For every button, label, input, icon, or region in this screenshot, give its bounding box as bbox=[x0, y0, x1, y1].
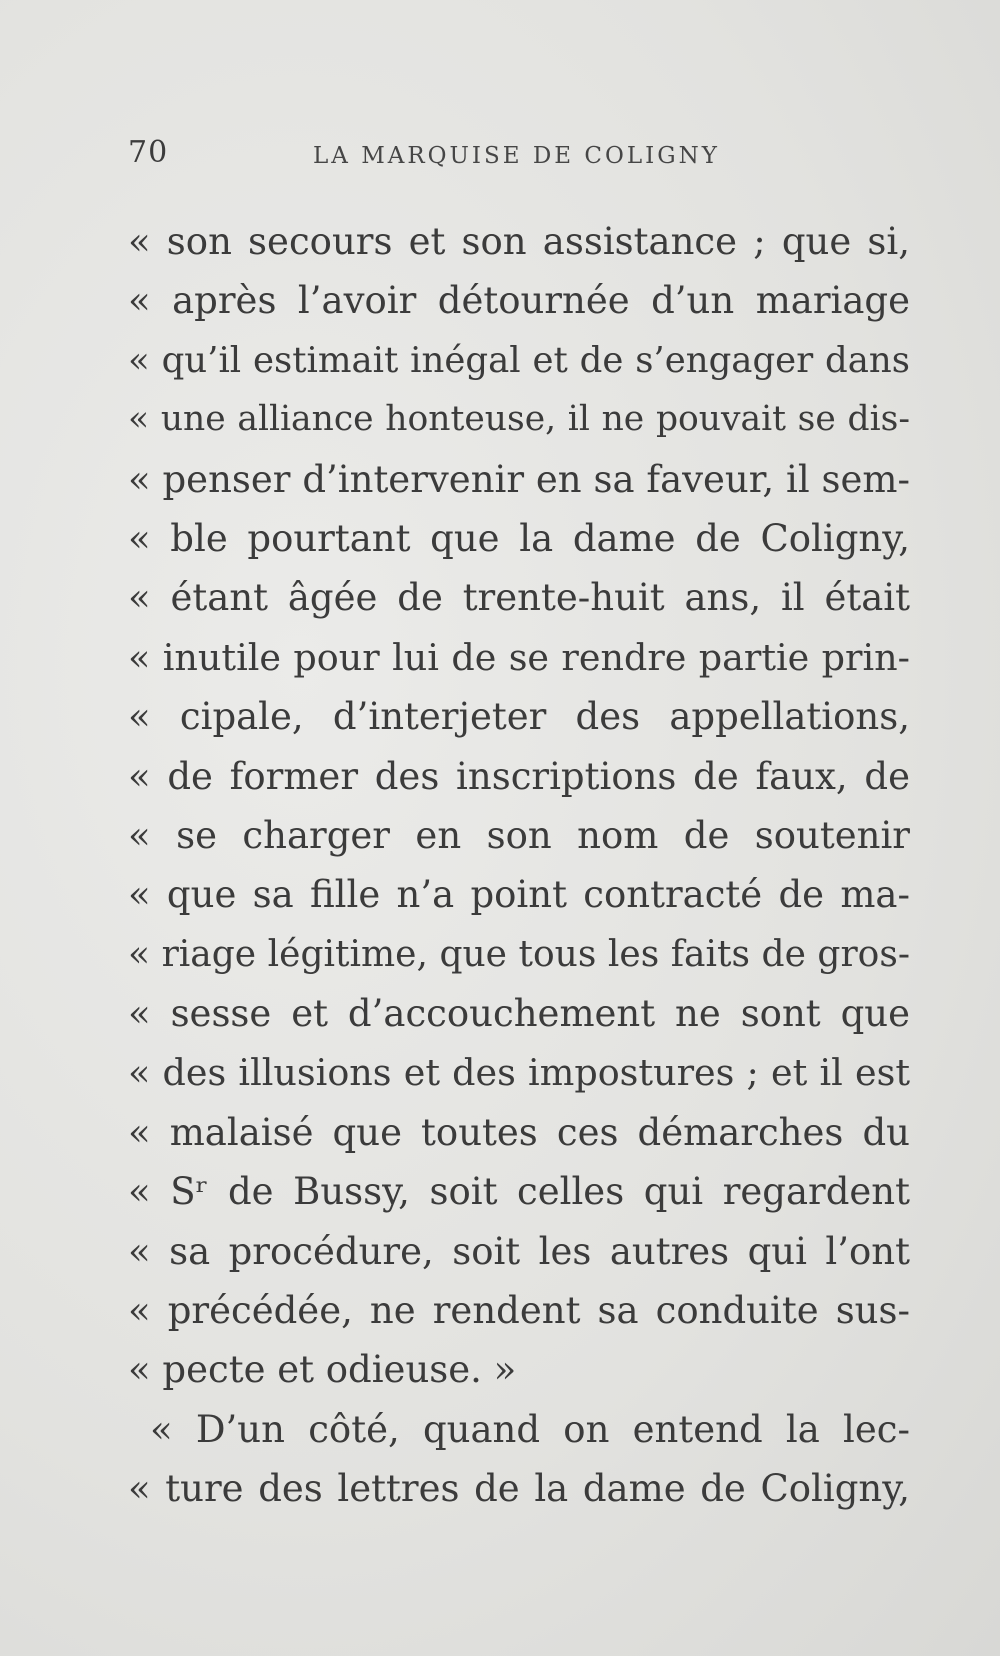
text-line: « de former des inscriptions de faux, de bbox=[128, 754, 910, 798]
text-line: « Sʳ de Bussy, soit celles qui regardent bbox=[128, 1170, 910, 1214]
paragraph-start-line: « D’un côté, quand on entend la lec- bbox=[150, 1407, 910, 1451]
body-text bbox=[128, 212, 910, 1519]
running-title: LA MARQUISE DE COLIGNY bbox=[313, 143, 720, 169]
text-line: « précédée, ne rendent sa conduite sus- bbox=[128, 1289, 910, 1333]
text-line: « une alliance honteuse, il ne pouvait se dis- bbox=[128, 399, 910, 440]
text-line: « sesse et d’accouchement ne sont que bbox=[128, 992, 910, 1036]
text-line: « des illusions et des impostures ; et il est bbox=[128, 1051, 910, 1095]
text-line: « inutile pour lui de se rendre partie prin- bbox=[128, 635, 910, 679]
text-line: « ture des lettres de la dame de Coligny, bbox=[128, 1467, 910, 1511]
text-line: « après l’avoir détournée d’un mariage bbox=[128, 279, 910, 323]
text-line: « cipale, d’interjeter des appellations, bbox=[128, 695, 910, 739]
text-line: « se charger en son nom de soutenir bbox=[128, 813, 910, 857]
text-line: « riage légitime, que tous les faits de gros- bbox=[128, 933, 910, 975]
text-line: « étant âgée de trente-huit ans, il était bbox=[128, 576, 910, 620]
text-line: « penser d’intervenir en sa faveur, il sem- bbox=[128, 457, 910, 501]
text-line: « malaisé que toutes ces démarches du bbox=[128, 1110, 910, 1154]
text-line: « qu’il estimait inégal et de s’engager dans bbox=[128, 339, 910, 381]
text-line: « ble pourtant que la dame de Coligny, bbox=[128, 516, 910, 560]
text-line: « sa procédure, soit les autres qui l’ont bbox=[128, 1229, 910, 1273]
text-line: « son secours et son assistance ; que si, bbox=[128, 220, 910, 263]
running-head bbox=[128, 135, 908, 185]
text-line: « que sa fille n’a point contracté de ma- bbox=[128, 873, 910, 917]
text-line: « pecte et odieuse. » bbox=[128, 1348, 517, 1392]
page-number: 70 bbox=[128, 135, 169, 170]
